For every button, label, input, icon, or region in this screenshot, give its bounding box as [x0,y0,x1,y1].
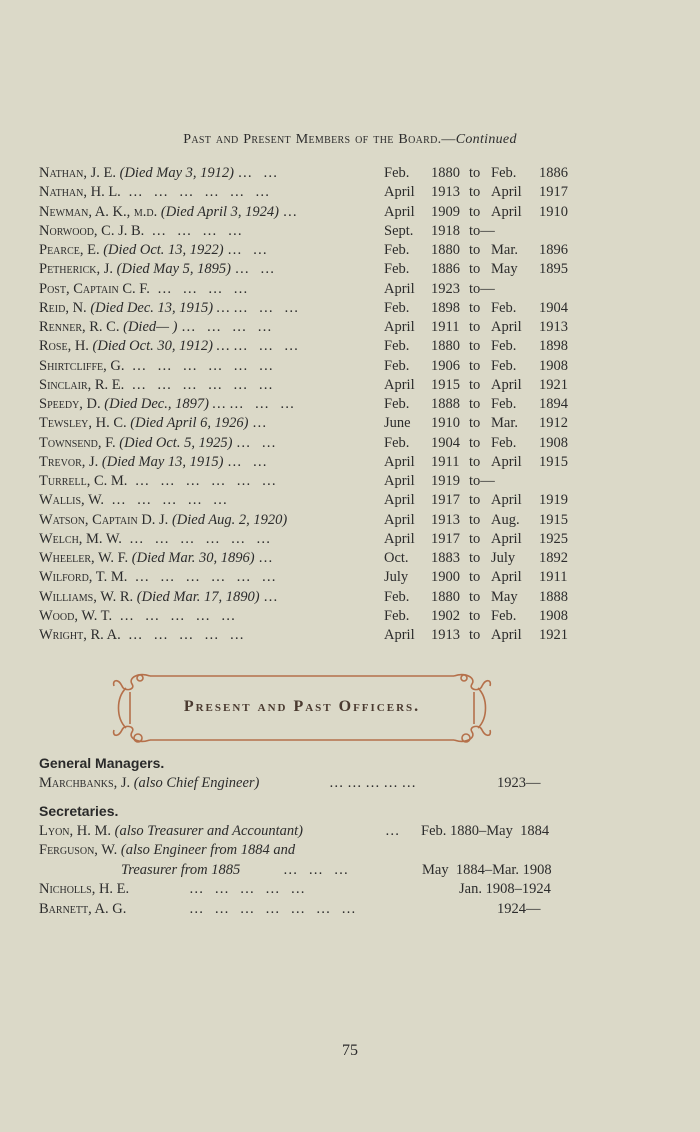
to-year: 1919 [539,492,568,509]
member-row [39,626,579,645]
to-year: 1913 [539,319,568,335]
leader-dots: … … … [233,299,299,316]
to-month: Mar. [491,415,518,432]
leader-dots: … … … … … … [134,473,277,489]
officer-row [39,841,579,861]
from-month: Feb. [384,242,410,258]
to-year: 1892 [539,550,568,566]
from-year: 1915 [431,376,460,393]
officer-row-continued [39,861,579,881]
to-word: to [469,319,481,335]
from-month: April [384,530,415,547]
to-year: 1904 [539,299,568,316]
leader-dots: … … … … … [111,492,228,509]
member-row [39,241,579,260]
member-name: Rose, H. [39,338,89,355]
member-row [39,530,579,549]
leader-dots: … … … … … [329,775,416,791]
to-word: to [469,550,481,566]
leader-dots [287,512,291,528]
secretaries-heading: Secretaries. [39,802,119,819]
leader-dots: … [263,588,278,605]
to-word: to [469,434,481,451]
from-month: Feb. [384,434,410,451]
leader-dots: … [258,550,273,566]
officer-row [39,774,579,794]
leader-dots: … … … … … … [134,569,276,586]
officer-note: (also Engineer from 1884 and [120,842,296,858]
member-name: Shirtcliffe, G. [39,357,125,374]
member-note: (Died— ) [123,319,178,335]
member-name: Wright, R. A. [39,627,121,643]
officer-name: Nicholls, H. E. [39,881,130,897]
from-month: April [384,492,415,509]
from-month: April [384,280,415,297]
to-word: to— [469,280,495,297]
to-word: to [469,415,481,432]
to-month: April [491,453,522,470]
member-name: Wallis, W. [39,492,104,509]
officer-dates: Jan. 1908–1924 [459,881,551,897]
from-year: 1880 [431,165,460,181]
to-year: 1895 [539,261,568,278]
from-month: April [384,376,415,393]
to-word: to [469,588,481,605]
officer-row [39,822,579,842]
to-month: April [491,492,522,509]
leader-dots: … … [236,434,276,451]
leader-dots: … … … [229,396,295,412]
to-word: to [469,338,481,355]
to-month: Feb. [491,434,517,451]
to-month: April [491,530,522,547]
from-month: April [384,473,415,489]
to-word: to [469,530,481,547]
leader-dots: … … … … … [119,607,236,624]
to-word: to [469,203,481,220]
leader-dots: … … [227,453,268,470]
leader-dots: … … … … … … [131,357,274,374]
to-month: April [491,203,522,220]
from-month: Feb. [384,165,410,181]
member-note: (Died May 5, 1895) [116,261,232,278]
from-year: 1918 [431,222,460,239]
to-month: July [491,550,516,566]
to-month: May [491,261,518,278]
officers-banner [110,668,494,748]
to-month: April [491,184,522,201]
member-row [39,414,579,433]
member-row [39,588,579,607]
to-word: to [469,396,481,412]
to-month: April [491,569,522,586]
member-name: Speedy, D. [39,396,101,412]
to-month: April [491,376,522,393]
from-month: Feb. [384,299,410,316]
from-year: 1913 [431,184,460,201]
leader-dots: … … … … … … [128,184,270,201]
member-note: (Died Mar. 30, 1896) [131,550,255,566]
from-month: Feb. [384,607,410,624]
leader-dots: … … [234,261,275,278]
to-word: to [469,453,481,470]
member-note: (Died Dec. 13, 1915) … [90,299,230,316]
from-month: April [384,511,415,528]
to-year: 1910 [539,203,568,220]
member-name: Pearce, E. [39,242,100,258]
from-year: 1906 [431,357,460,374]
officer-note: Treasurer from 1885 [121,861,241,878]
to-year: 1888 [539,588,568,605]
to-year: 1911 [539,569,568,586]
officer-dates: 1923— [497,775,541,791]
from-year: 1917 [431,530,460,547]
leader-dots: … [385,822,400,839]
member-row [39,491,579,510]
member-name: Nathan, H. L. [39,184,121,201]
member-name: Nathan, J. E. [39,165,116,181]
to-month: April [491,319,522,335]
member-row [39,453,579,472]
leader-dots: … [252,415,267,432]
member-name: Trevor, J. [39,453,99,470]
to-month: Feb. [491,165,517,181]
leader-dots: … … … … … … [129,530,271,547]
from-year: 1880 [431,588,460,605]
to-year: 1921 [539,376,568,393]
member-name: Wheeler, W. F. [39,550,129,566]
member-row [39,280,579,299]
to-year: 1917 [539,184,568,201]
to-year: 1912 [539,415,568,432]
member-name: Post, Captain C. F. [39,280,150,297]
from-year: 1883 [431,550,460,566]
member-note: (Died Oct. 13, 1922) [103,242,224,258]
to-month: April [491,627,522,643]
to-word: to [469,261,481,278]
member-row [39,568,579,587]
to-year: 1915 [539,511,568,528]
to-word: to— [469,222,495,239]
from-year: 1917 [431,492,460,509]
officer-dates: Feb. 1880–May 1884 [421,822,550,839]
member-note: (Died April 3, 1924) [160,203,279,220]
members-list [39,164,579,645]
member-note: (Died Dec., 1897) … [104,396,226,412]
member-name: Wilford, T. M. [39,569,128,586]
officer-name: Marchbanks, J. [39,775,131,791]
leader-dots: … … … … [151,222,243,239]
from-month: Feb. [384,261,410,278]
to-year: 1925 [539,530,568,547]
from-month: Sept. [384,222,414,239]
member-row [39,511,579,530]
to-year: 1896 [539,242,568,258]
member-name: Welch, M. W. [39,530,122,547]
member-row [39,318,579,337]
to-month: Feb. [491,607,517,624]
from-month: April [384,319,415,335]
from-month: July [384,569,409,586]
member-note: (Died Oct. 30, 1912) … [92,338,230,355]
from-year: 1898 [431,299,460,316]
to-word: to [469,165,481,181]
to-year: 1886 [539,165,568,181]
officer-name: Ferguson, W. [39,842,118,858]
member-name: Reid, N. [39,299,87,316]
to-year: 1898 [539,338,568,355]
member-name: Wood, W. T. [39,607,113,624]
to-month: Mar. [491,242,518,258]
to-year: 1894 [539,396,568,412]
member-row [39,607,579,626]
leader-dots: … … … … … [189,881,305,897]
from-month: April [384,184,415,201]
to-month: Feb. [491,357,517,374]
leader-dots: … … … … … … … [189,900,356,917]
leader-dots: … … … … … [127,627,244,643]
member-note: (Died April 6, 1926) [130,415,249,432]
from-month: April [384,453,415,470]
from-year: 1911 [431,453,460,470]
to-month: May [491,588,518,605]
from-year: 1880 [431,338,460,355]
leader-dots: … … … … [157,280,248,297]
member-name: Renner, R. C. [39,319,120,335]
member-name: Newman, A. K., m.d. [39,203,158,220]
member-name: Watson, Captain D. J. [39,511,169,528]
to-word: to [469,511,481,528]
from-month: Feb. [384,396,410,412]
to-year: 1908 [539,357,568,374]
member-row [39,337,579,356]
to-year: 1921 [539,627,568,643]
member-name: Sinclair, R. E. [39,376,125,393]
to-month: Aug. [491,511,520,528]
to-word: to [469,184,481,201]
from-month: Feb. [384,357,410,374]
member-row [39,472,579,491]
leader-dots: … … … … [181,319,272,335]
member-row [39,357,579,376]
from-year: 1913 [431,627,460,643]
member-row [39,434,579,453]
member-row [39,222,579,241]
from-year: 1902 [431,607,460,624]
to-month: Feb. [491,338,517,355]
to-word: to— [469,473,495,489]
from-month: June [384,415,411,432]
to-year: 1908 [539,434,568,451]
page-header [0,132,700,148]
from-year: 1923 [431,280,460,297]
from-year: 1880 [431,242,460,258]
member-name: Townsend, F. [39,434,116,451]
member-name: Turrell, C. M. [39,473,128,489]
from-year: 1904 [431,434,460,451]
leader-dots: … … [237,165,278,181]
officer-note: (also Chief Engineer) [133,775,260,791]
member-note: (Died Mar. 17, 1890) [136,588,260,605]
to-word: to [469,357,481,374]
member-row [39,549,579,568]
leader-dots: … … … … … … [131,376,273,393]
to-month: Feb. [491,396,517,412]
member-row [39,299,579,318]
to-word: to [469,492,481,509]
officer-dates: May 1884–Mar. 1908 [422,861,552,878]
member-note: (Died Oct. 5, 1925) [119,434,233,451]
member-row [39,260,579,279]
from-year: 1913 [431,511,460,528]
from-year: 1886 [431,261,460,278]
leader-dots: … … … [233,338,299,355]
from-month: April [384,627,415,643]
leader-dots: … … … [283,861,349,878]
member-name: Petherick, J. [39,261,114,278]
from-month: Feb. [384,588,410,605]
from-month: Feb. [384,338,410,355]
member-row [39,164,579,183]
to-word: to [469,569,481,586]
member-name: Norwood, C. J. B. [39,222,145,239]
from-month: April [384,203,415,220]
member-note: (Died Aug. 2, 1920) [171,511,288,528]
member-note: (Died May 3, 1912) [119,165,234,181]
page-number: 75 [342,1042,358,1059]
from-month: Oct. [384,550,409,566]
to-year: 1908 [539,607,568,624]
leader-dots: … [282,203,298,220]
from-year: 1909 [431,203,460,220]
member-row [39,395,579,414]
member-row [39,183,579,202]
from-year: 1910 [431,415,460,432]
to-word: to [469,242,481,258]
to-year: 1915 [539,453,568,470]
to-month: Feb. [491,299,517,316]
officers-section [39,752,579,919]
banner-title: Present and Past Officers. [183,698,421,715]
officer-row [39,880,579,900]
officer-note: (also Treasurer and Accountant) [114,822,303,839]
member-row [39,203,579,222]
officer-name: Barnett, A. G. [39,900,127,917]
from-year: 1919 [431,473,460,489]
member-note: (Died May 13, 1915) [101,453,224,470]
header-title: Past and Present Members of the Board.— [183,132,456,147]
member-name: Williams, W. R. [39,588,134,605]
from-year: 1911 [431,319,460,335]
leader-dots: … … [227,242,268,258]
general-managers-heading: General Managers. [39,755,165,771]
from-year: 1888 [431,396,460,412]
header-continued: Continued [455,132,517,147]
to-word: to [469,607,481,624]
to-word: to [469,627,481,643]
officer-dates: 1924— [497,900,541,917]
to-word: to [469,376,481,393]
officer-row [39,900,579,920]
member-row [39,376,579,395]
member-name: Tewsley, H. C. [39,415,127,432]
from-year: 1900 [431,569,460,586]
to-word: to [469,299,481,316]
officer-name: Lyon, H. M. [39,822,112,839]
